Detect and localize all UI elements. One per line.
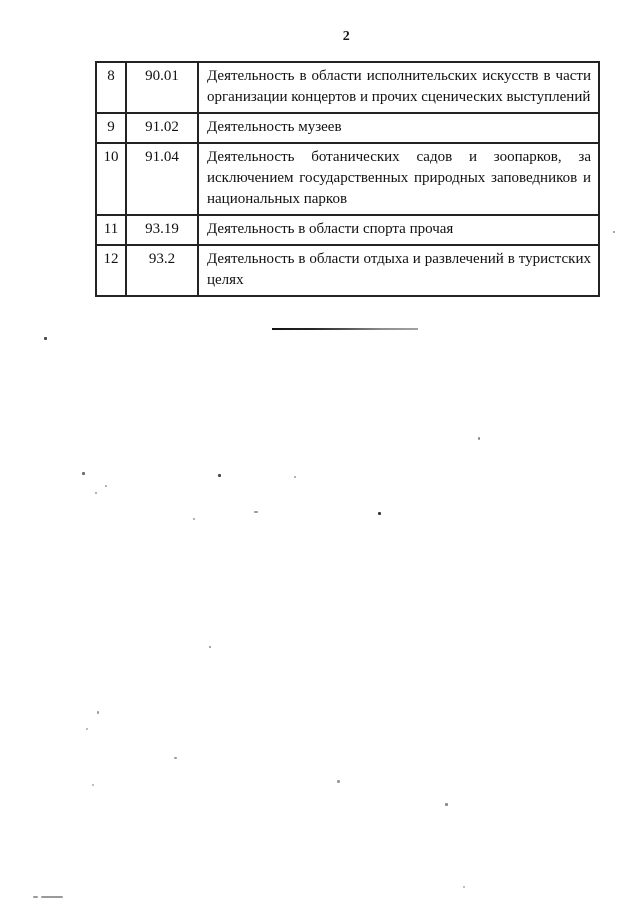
scan-speck <box>41 896 63 898</box>
scan-speck <box>97 711 99 714</box>
scan-speck <box>105 485 107 487</box>
scan-speck <box>378 512 381 515</box>
scan-speck <box>337 780 340 783</box>
activity-code-cell: 93.2 <box>126 245 198 296</box>
scan-speck <box>44 337 47 340</box>
scan-speck <box>254 511 258 513</box>
scan-speck <box>294 476 296 478</box>
scan-speck <box>613 231 615 233</box>
activities-table-body <box>96 62 599 296</box>
scan-speck <box>82 472 85 475</box>
table-row <box>96 215 599 245</box>
activity-description-cell: Деятельность в области исполнительских искусств в части организации концертов и прочих сценических выступлений <box>198 62 599 113</box>
row-number-cell: 12 <box>96 245 126 296</box>
activity-code-cell: 90.01 <box>126 62 198 113</box>
table-row <box>96 245 599 296</box>
activity-code-cell: 93.19 <box>126 215 198 245</box>
scan-speck <box>193 518 195 520</box>
activity-description-cell: Деятельность ботанических садов и зоопарков, за исключением государственных природных заповедников и национальных парков <box>198 143 599 215</box>
row-number-cell: 11 <box>96 215 126 245</box>
activity-description-cell: Деятельность музеев <box>198 113 599 143</box>
scan-speck <box>86 728 88 730</box>
page-number: 2 <box>342 29 351 44</box>
scan-speck <box>92 784 94 786</box>
activity-description-cell: Деятельность в области отдыха и развлечений в туристских целях <box>198 245 599 296</box>
table-row <box>96 143 599 215</box>
table-row <box>96 113 599 143</box>
scan-speck <box>463 886 465 888</box>
activity-code-cell: 91.02 <box>126 113 198 143</box>
scan-speck <box>445 803 448 806</box>
row-number-cell: 9 <box>96 113 126 143</box>
table-row <box>96 62 599 113</box>
scan-speck <box>478 437 480 440</box>
scan-speck <box>33 896 38 898</box>
separator-line <box>272 328 418 330</box>
scan-speck <box>209 646 211 648</box>
row-number-cell: 8 <box>96 62 126 113</box>
scan-speck <box>218 474 221 477</box>
activities-table <box>95 61 600 297</box>
activity-code-cell: 91.04 <box>126 143 198 215</box>
scan-speck <box>174 757 177 759</box>
row-number-cell: 10 <box>96 143 126 215</box>
scan-speck <box>95 492 97 494</box>
activity-description-cell: Деятельность в области спорта прочая <box>198 215 599 245</box>
